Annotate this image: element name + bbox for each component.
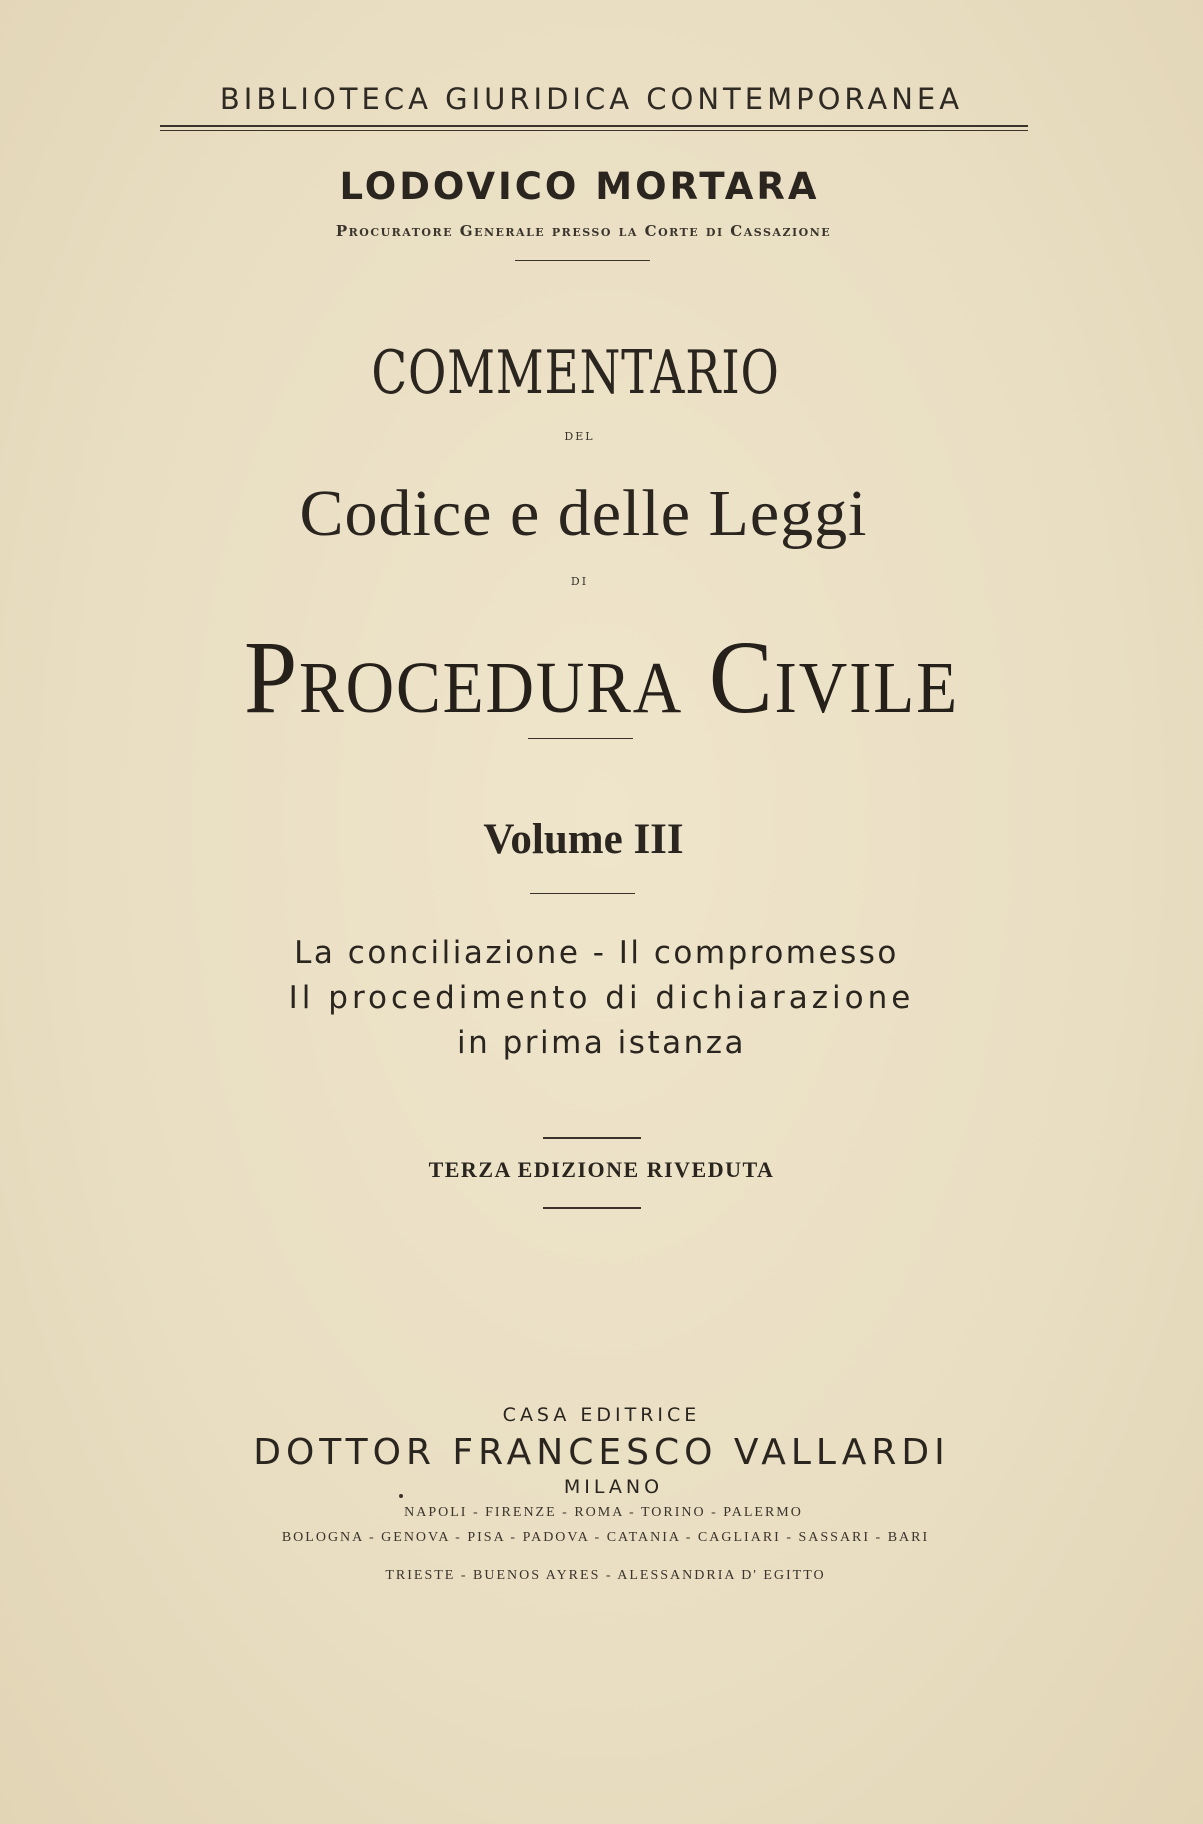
title-line-3: Procedura Civile <box>243 620 960 735</box>
volume-rule <box>530 893 635 894</box>
subject-line-1: La conciliazione - Il compromesso <box>294 935 899 971</box>
publisher-name: DOTTOR FRANCESCO VALLARDI <box>253 1432 950 1473</box>
subject-line-3: in prima istanza <box>456 1025 747 1061</box>
author-title: Procuratore Generale presso la Corte di Cassazione <box>335 222 832 240</box>
branch-cities-line-1: NAPOLI - FIRENZE - ROMA - TORINO - PALERMO <box>404 1505 803 1520</box>
edition-rule-bottom <box>543 1207 641 1209</box>
title-rule <box>528 738 633 739</box>
printer-dot <box>399 1494 403 1498</box>
edition-rule-top <box>543 1137 641 1139</box>
branch-cities-line-3: TRIESTE - BUENOS AYRES - ALESSANDRIA D' EGITTO <box>385 1568 826 1583</box>
publisher-city: MILANO <box>563 1476 664 1498</box>
series-rule-bottom <box>160 130 1028 131</box>
title-connector-2: DI <box>570 575 589 588</box>
title-line-2: Codice e delle Leggi <box>299 477 868 550</box>
publisher-label: CASA EDITRICE <box>502 1404 701 1426</box>
volume-number: Volume III <box>483 816 684 863</box>
author-name: LODOVICO MORTARA <box>339 165 820 208</box>
subject-line-2: Il procedimento di dichiarazione <box>288 980 915 1016</box>
title-line-1: COMMENTARIO <box>371 338 780 408</box>
branch-cities-line-2: BOLOGNA - GENOVA - PISA - PADOVA - CATANIA - CAGLIARI - SASSARI - BARI <box>281 1530 930 1545</box>
title-connector-1: DEL <box>564 430 595 443</box>
series-title: BIBLIOTECA GIURIDICA CONTEMPORANEA <box>219 82 964 116</box>
author-rule <box>515 260 650 261</box>
series-rule-top <box>160 125 1028 127</box>
edition-statement: TERZA EDIZIONE RIVEDUTA <box>428 1157 775 1182</box>
